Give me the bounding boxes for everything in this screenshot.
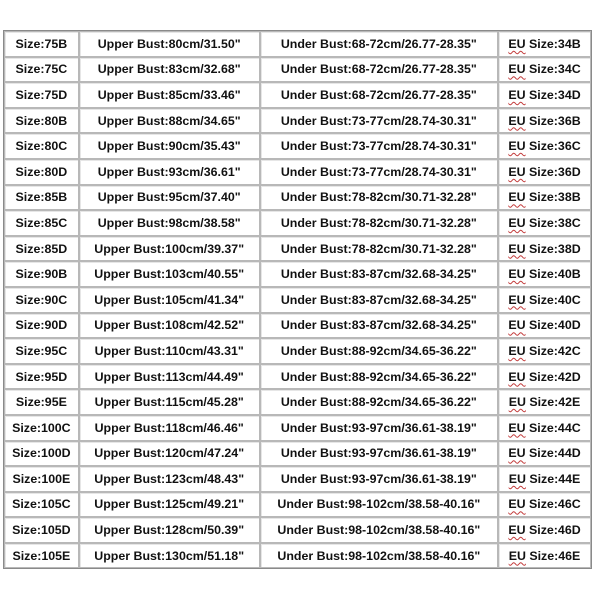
eu-size-cell (498, 313, 591, 339)
eu-label: EU (508, 471, 526, 486)
size-cell: Size:100D (4, 441, 79, 467)
eu-label: EU (508, 164, 526, 179)
under-bust-cell: Under Bust:78-82cm/30.71-32.28" (260, 185, 498, 211)
eu-label: EU (508, 113, 526, 128)
under-bust-cell: Under Bust:78-82cm/30.71-32.28" (260, 210, 498, 236)
eu-size-cell (498, 185, 591, 211)
eu-label: EU (508, 190, 526, 205)
upper-bust-cell: Upper Bust:103cm/40.55" (79, 261, 260, 287)
eu-size-value: Size:46E (525, 548, 581, 563)
eu-size-cell (498, 441, 591, 467)
upper-bust-cell: Upper Bust:108cm/42.52" (79, 313, 260, 339)
eu-size-cell (498, 210, 591, 236)
eu-size-value: Size:40B (525, 267, 581, 282)
size-cell: Size:85B (4, 185, 79, 211)
table-row (4, 466, 591, 492)
under-bust-cell: Under Bust:98-102cm/38.58-40.16" (260, 492, 498, 518)
size-cell: Size:85C (4, 210, 79, 236)
eu-label: EU (508, 318, 526, 333)
eu-size-value: Size:46C (525, 497, 581, 512)
eu-size-cell (498, 389, 591, 415)
table-row (4, 517, 591, 543)
eu-size-value: Size:36C (525, 139, 581, 154)
table-row (4, 364, 591, 390)
under-bust-cell: Under Bust:88-92cm/34.65-36.22" (260, 364, 498, 390)
table-row (4, 236, 591, 262)
eu-label: EU (508, 548, 526, 563)
eu-label: EU (508, 497, 526, 512)
table-row (4, 159, 591, 185)
size-cell: Size:95D (4, 364, 79, 390)
table-row (4, 261, 591, 287)
table-row (4, 287, 591, 313)
size-cell: Size:75D (4, 82, 79, 108)
eu-size-cell (498, 31, 591, 57)
upper-bust-cell: Upper Bust:100cm/39.37" (79, 236, 260, 262)
under-bust-cell: Under Bust:68-72cm/26.77-28.35" (260, 57, 498, 83)
eu-size-cell (498, 133, 591, 159)
eu-size-value: Size:44D (525, 446, 581, 461)
eu-label: EU (508, 395, 526, 410)
size-chart-table (3, 30, 592, 569)
table-row (4, 82, 591, 108)
upper-bust-cell: Upper Bust:120cm/47.24" (79, 441, 260, 467)
eu-size-value: Size:42D (525, 369, 581, 384)
eu-label: EU (508, 446, 526, 461)
table-row (4, 338, 591, 364)
size-cell: Size:100C (4, 415, 79, 441)
upper-bust-cell: Upper Bust:95cm/37.40" (79, 185, 260, 211)
size-chart-body (4, 31, 591, 568)
size-cell: Size:85D (4, 236, 79, 262)
upper-bust-cell: Upper Bust:93cm/36.61" (79, 159, 260, 185)
size-cell: Size:105D (4, 517, 79, 543)
under-bust-cell: Under Bust:98-102cm/38.58-40.16" (260, 543, 498, 569)
under-bust-cell: Under Bust:73-77cm/28.74-30.31" (260, 133, 498, 159)
size-cell: Size:95E (4, 389, 79, 415)
table-row (4, 210, 591, 236)
upper-bust-cell: Upper Bust:113cm/44.49" (79, 364, 260, 390)
upper-bust-cell: Upper Bust:98cm/38.58" (79, 210, 260, 236)
eu-label: EU (508, 343, 526, 358)
eu-size-value: Size:44E (525, 471, 581, 486)
eu-size-value: Size:40D (525, 318, 581, 333)
eu-size-value: Size:40C (525, 292, 581, 307)
size-cell: Size:105C (4, 492, 79, 518)
eu-size-value: Size:42C (525, 343, 581, 358)
under-bust-cell: Under Bust:83-87cm/32.68-34.25" (260, 261, 498, 287)
upper-bust-cell: Upper Bust:125cm/49.21" (79, 492, 260, 518)
under-bust-cell: Under Bust:83-87cm/32.68-34.25" (260, 313, 498, 339)
eu-size-cell (498, 338, 591, 364)
size-cell: Size:75B (4, 31, 79, 57)
size-cell: Size:75C (4, 57, 79, 83)
eu-size-cell (498, 108, 591, 134)
table-row (4, 31, 591, 57)
eu-size-value: Size:34B (525, 36, 581, 51)
eu-label: EU (508, 369, 526, 384)
eu-label: EU (508, 420, 526, 435)
upper-bust-cell: Upper Bust:110cm/43.31" (79, 338, 260, 364)
eu-label: EU (508, 62, 526, 77)
under-bust-cell: Under Bust:68-72cm/26.77-28.35" (260, 82, 498, 108)
eu-size-value: Size:46D (525, 523, 581, 538)
under-bust-cell: Under Bust:68-72cm/26.77-28.35" (260, 31, 498, 57)
upper-bust-cell: Upper Bust:105cm/41.34" (79, 287, 260, 313)
upper-bust-cell: Upper Bust:130cm/51.18" (79, 543, 260, 569)
eu-size-cell (498, 543, 591, 569)
eu-size-cell (498, 492, 591, 518)
size-cell: Size:80C (4, 133, 79, 159)
eu-size-cell (498, 287, 591, 313)
upper-bust-cell: Upper Bust:85cm/33.46" (79, 82, 260, 108)
table-row (4, 415, 591, 441)
table-row (4, 313, 591, 339)
table-row (4, 543, 591, 569)
eu-size-value: Size:38B (525, 190, 581, 205)
under-bust-cell: Under Bust:78-82cm/30.71-32.28" (260, 236, 498, 262)
upper-bust-cell: Upper Bust:90cm/35.43" (79, 133, 260, 159)
under-bust-cell: Under Bust:83-87cm/32.68-34.25" (260, 287, 498, 313)
eu-label: EU (508, 241, 526, 256)
table-row (4, 108, 591, 134)
under-bust-cell: Under Bust:93-97cm/36.61-38.19" (260, 415, 498, 441)
upper-bust-cell: Upper Bust:128cm/50.39" (79, 517, 260, 543)
eu-size-value: Size:38C (525, 215, 581, 230)
eu-size-value: Size:36B (525, 113, 581, 128)
size-cell: Size:90B (4, 261, 79, 287)
size-cell: Size:100E (4, 466, 79, 492)
size-cell: Size:80D (4, 159, 79, 185)
table-row (4, 133, 591, 159)
eu-size-value: Size:36D (525, 164, 581, 179)
upper-bust-cell: Upper Bust:88cm/34.65" (79, 108, 260, 134)
eu-size-cell (498, 364, 591, 390)
upper-bust-cell: Upper Bust:118cm/46.46" (79, 415, 260, 441)
table-row (4, 492, 591, 518)
table-row (4, 57, 591, 83)
eu-label: EU (508, 36, 526, 51)
eu-size-cell (498, 415, 591, 441)
table-row (4, 185, 591, 211)
eu-size-value: Size:44C (525, 420, 581, 435)
eu-size-value: Size:34D (525, 87, 581, 102)
upper-bust-cell: Upper Bust:123cm/48.43" (79, 466, 260, 492)
under-bust-cell: Under Bust:98-102cm/38.58-40.16" (260, 517, 498, 543)
eu-size-cell (498, 57, 591, 83)
eu-size-cell (498, 261, 591, 287)
under-bust-cell: Under Bust:73-77cm/28.74-30.31" (260, 159, 498, 185)
eu-size-value: Size:42E (525, 395, 581, 410)
size-cell: Size:80B (4, 108, 79, 134)
under-bust-cell: Under Bust:73-77cm/28.74-30.31" (260, 108, 498, 134)
eu-size-value: Size:38D (525, 241, 581, 256)
upper-bust-cell: Upper Bust:83cm/32.68" (79, 57, 260, 83)
under-bust-cell: Under Bust:88-92cm/34.65-36.22" (260, 338, 498, 364)
eu-size-cell (498, 82, 591, 108)
eu-size-value: Size:34C (525, 62, 581, 77)
eu-size-cell (498, 466, 591, 492)
upper-bust-cell: Upper Bust:115cm/45.28" (79, 389, 260, 415)
size-cell: Size:105E (4, 543, 79, 569)
size-cell: Size:90D (4, 313, 79, 339)
under-bust-cell: Under Bust:88-92cm/34.65-36.22" (260, 389, 498, 415)
eu-label: EU (508, 87, 526, 102)
eu-label: EU (508, 523, 526, 538)
under-bust-cell: Under Bust:93-97cm/36.61-38.19" (260, 441, 498, 467)
eu-label: EU (508, 139, 526, 154)
table-row (4, 389, 591, 415)
eu-size-cell (498, 236, 591, 262)
under-bust-cell: Under Bust:93-97cm/36.61-38.19" (260, 466, 498, 492)
table-row (4, 441, 591, 467)
size-cell: Size:90C (4, 287, 79, 313)
eu-label: EU (508, 292, 526, 307)
size-cell: Size:95C (4, 338, 79, 364)
eu-label: EU (508, 267, 526, 282)
eu-size-cell (498, 517, 591, 543)
eu-label: EU (508, 215, 526, 230)
upper-bust-cell: Upper Bust:80cm/31.50" (79, 31, 260, 57)
eu-size-cell (498, 159, 591, 185)
